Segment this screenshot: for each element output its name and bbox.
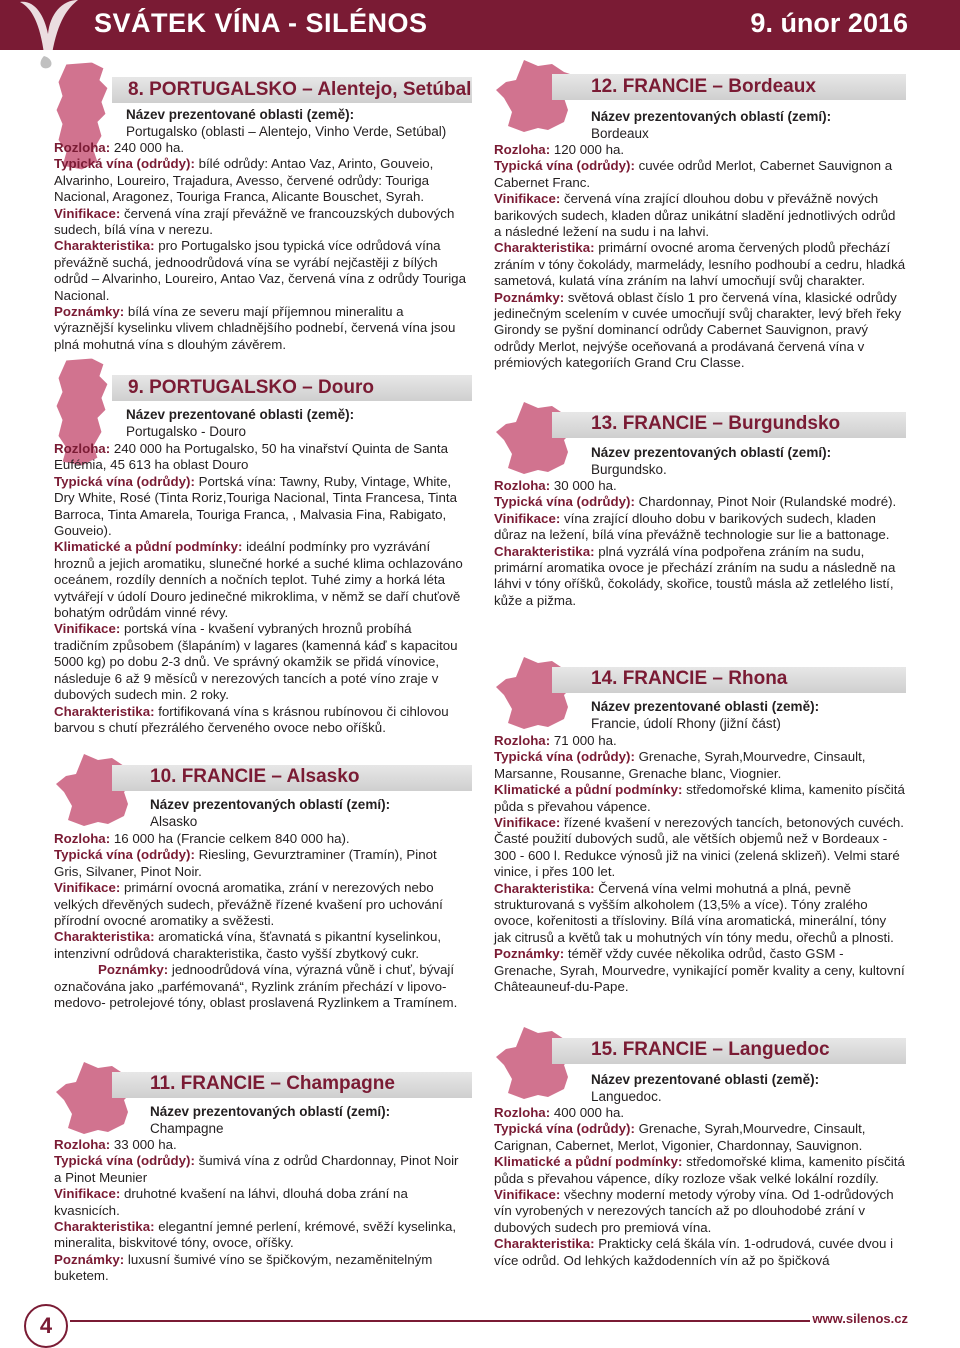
section-10-region-value: Alsasko <box>150 814 198 829</box>
france-languedoc-map-icon <box>494 1025 580 1105</box>
section-11-body: Rozloha: 33 000 ha. Typická vína (odrůdy): šumivá vína z odrůd Chardonnay, Pinot Noir a Pinot Meunier Vinifikace: druhotné kvašení na láhvi, dlouhá doba zrání na kvasnicích. Charakteristika: elegantní jemné perlení, krémové, svěží kyselinka, mineralita, biskvitové tóny, ovoce, oříšky. Poznámky: luxusní šumivé víno se špičkovým, nezaměnitelným buketem. <box>54 1137 459 1284</box>
section-15-region-value: Languedoc. <box>591 1089 662 1104</box>
section-10-title: 10. FRANCIE – Alsasko <box>150 766 360 787</box>
section-8-title: 8. PORTUGALSKO – Alentejo, Setúbal <box>128 79 472 100</box>
section-9-region-label: Název prezentované oblasti (země): <box>126 407 355 422</box>
section-12-body: Rozloha: 120 000 ha. Typická vína (odrůdy): cuvée odrůd Merlot, Cabernet Sauvignon a Cabernet Franc. Vinifikace: červená vína zrající dlouhou dobu v převážně nových barikových sudech, kladen důraz unikátní sladění jednotlivých odrůd a následné ležení na sudu i na lahvi. Charakteristika: primární ovocné aroma červených plodů přechází zráním v tóny čokolády, marmelády, lesního podhoubí a cedru, hladká sametová, kulatá vína zráním na lahví umocňují svůj charakter. Poznámky: světová oblast číslo 1 pro červená vína, klasické odrůdy jedinečným scelením v cuvée umocňují svůj charakter, levý břeh řeky Girondy se pyšní dominancí odrůdy Cabernet Sauvignon, pravý odrůdy Merlot, nejvýše oceňovaná a prodávaná červená vína v prémiových kategoriích Grand Cru Classe. <box>494 142 906 371</box>
section-12-title: 12. FRANCIE – Bordeaux <box>591 76 816 97</box>
section-13-region-label: Název prezentovaných oblastí (zemí): <box>591 445 832 460</box>
section-8-body: Rozloha: 240 000 ha. Typická vína (odrůdy): bílé odrůdy: Antao Vaz, Arinto, Gouveio, Alvarinho, Loureiro, Trajadura, Avesso, červené odrůdy: Touriga Nacional, Aragonez, Touriga Franca, Alicante Bouschet, Syrah. Vinifikace: červená vína zrají převážně ve francouzských dubových sudech, bílá vína v nerezu. Charakteristika: pro Portugalsko jsou typická více odrůdová vína převážně suchá, jednoodrůdová vína se vyrábí nejčastěji z bílých odrůd – Alvarinho, Loureiro, Antao Vaz, červená vína z odrůdy Touriga Nacional. Poznámky: bílá vína ze severu mají příjemnou mineralitu a výraznější kyselinku vlivem chladnějšího podnebí, červená vína jsou plná mohutná vína s dlouhým závěrem. <box>54 140 466 352</box>
section-9-title: 9. PORTUGALSKO – Douro <box>128 377 374 398</box>
footer-url-link[interactable]: www.silenos.cz <box>812 1311 908 1326</box>
section-11-region-value: Champagne <box>150 1121 224 1136</box>
section-14-body: Rozloha: 71 000 ha. Typická vína (odrůdy): Grenache, Syrah,Mourvedre, Cinsault, Marsanne, Rousanne, Grenache blanc, Viognier. Klimatické a půdní podmínky: středomořské klima, kamenito písčitá půda s převahou vápence. Vinifikace: řízené kvašení v nerezových tancích, betonových cuvéch. Časté použití dubových sudů, ale větších objemů než v Bordeaux - 300 - 600 l. Redukce výnosů již na vinici (zelená sklizeň). Velmi staré vinice, i přes 100 let. Charakteristika: Červená vína velmi mohutná a plná, pevně strukturovaná s vyšším alkoholem (13,5% a více). Tóny zralého ovoce, kořenitosti a třísloviny. Bílá vína aromatická, minerální, tóny jak citrusů a květů tak u mohutných vín tóny medu, ořechů a plnosti. Poznámky: téměř vždy cuvée několika odrůd, často GSM - Grenache, Syrah, Mourvedre, vynikající poměr kvality a ceny, kultovní Châteauneuf-du-Pape. <box>494 733 905 995</box>
footer-divider <box>70 1320 810 1322</box>
section-8-region-label: Název prezentované oblasti (země): <box>126 107 355 122</box>
section-10-region-label: Název prezentovaných oblastí (zemí): <box>150 797 391 812</box>
section-10-body: Rozloha: 16 000 ha (Francie celkem 840 000 ha). Typická vína (odrůdy): Riesling, Gevurztraminer (Tramín), Pinot Gris, Silvaner, Pinot Noir. Vinifikace: primární ovocná aromatika, zrání v nerezových nebo velkých dřevěných sudech, převážně řízené kvašení pro uchování přírodní ovocné aromatiky a svěžesti. Charakteristika: aromatická vína, šťavnatá s pikantní kyselinkou, intenzivní odrůdová charakteristika, často vyšší zbytkový cukr. Poznámky: jednoodrůdová vína, výrazná vůně i chuť, bývají označována jako „parfémovaná“, Ryzlink zráním přechází v lipovo-medovo- petrolejové tóny, oblast proslavená Ryzlinkem a Tramínem. <box>54 831 458 1011</box>
section-9-region-value: Portugalsko - Douro <box>126 424 247 439</box>
section-9-body: Rozloha: 240 000 ha Portugalsko, 50 ha vinařství Quinta de Santa Eufémia, 45 613 ha oblast Douro Typická vína (odrůdy): Portská vína: Tawny, Ruby, Vintage, White, Dry White, Rosé (Tinta Roriz,Touriga Nacional, Tinta Francesa, Tinta Barroca, Tinta Amarela, Touriga Franca, , Malvasia Fina, Rabigato, Gouveio). Klimatické a půdní podmínky: ideální podmínky pro vyzrávání hroznů a jejich aromatiku, slunečné horké a suché klima ochlazováno oceánem, rozdíly denních a nočních teplot. Tuhé zimy a horká léta vytvářejí v údolí Douro jedinečné mikroklima, v němž se daří chuťově bohatým odrůdám vinné révy. Vinifikace: portská vína - kvašení vybraných hroznů probíhá tradičním způsobem (šlapáním) v lagares (kamenná káď s kapacitou 5000 kg) po dobu 2-3 dnů. Ve správný okamžik se přidá vínovice, následuje 6 až 9 měsíců v nerezových tancích a poté víno zraje v dubových sudech min. 2 roky. Charakteristika: fortifikovaná vína s krásnou rubínovou či cihlovou barvou s chutí přezrálého červeného ovoce nebo oříšků. <box>54 441 463 735</box>
section-14-region-label: Název prezentované oblasti (země): <box>591 699 820 714</box>
section-15-title: 15. FRANCIE – Languedoc <box>591 1039 830 1060</box>
page-header <box>0 0 960 50</box>
section-11-title: 11. FRANCIE – Champagne <box>150 1073 395 1094</box>
header-date: 9. únor 2016 <box>750 8 908 38</box>
section-12-region-value: Bordeaux <box>591 126 649 141</box>
section-15-body: Rozloha: 400 000 ha. Typická vína (odrůdy): Grenache, Syrah,Mourvedre, Cinsault, Carignan, Cabernet, Merlot, Vigonier, Chardonnay, Sauvignon. Klimatické a půdní podmínky: středomořské klima, kamenito písčitá půda s převahou vápence, díky rozloze však velké lokální rozdíly. Vinifikace: všechny moderní metody výroby vína. Od 1-odrůdových vín vyrobených v nerezových tancích až po dlouhodobé zrání v dubových sudech pro premiová vína. Charakteristika: Prakticky celá škála vín. 1-odrudová, cuvée dvou i více odrůd. Od lehkých každodenních vín až po špičková <box>494 1105 905 1268</box>
page-number: 4 <box>24 1304 68 1348</box>
header-title: SVÁTEK VÍNA - SILÉNOS <box>94 8 428 38</box>
section-14-region-value: Francie, údolí Rhony (jižní část) <box>591 716 781 731</box>
section-13-region-value: Burgundsko. <box>591 462 667 477</box>
france-alsace-map-icon <box>54 752 140 832</box>
section-8-region-value: Portugalsko (oblasti – Alentejo, Vinho Verde, Setúbal) <box>126 124 447 139</box>
section-12-region-label: Název prezentovaných oblastí (zemí): <box>591 109 832 124</box>
section-15-region-label: Název prezentované oblasti (země): <box>591 1072 820 1087</box>
section-13-body: Rozloha: 30 000 ha. Typická vína (odrůdy): Chardonnay, Pinot Noir (Rulandské modré). Vinifikace: vína zrající dlouho dobu v barikových sudech, kladen důraz na ležení, bílá vína převážně technologie sur lie a battonage. Charakteristika: plná vyzrálá vína podpořena zráním na sudu, primární aromatika ovoce je přechází zráním na sudu a následně na láhvi v tóny oříšků, čokolády, skořice, toustů másla až zetlelého listí, kůže a pižma. <box>494 478 897 608</box>
section-13-title: 13. FRANCIE – Burgundsko <box>591 413 841 434</box>
section-14-title: 14. FRANCIE – Rhona <box>591 668 788 689</box>
section-11-region-label: Název prezentovaných oblastí (zemí): <box>150 1104 391 1119</box>
